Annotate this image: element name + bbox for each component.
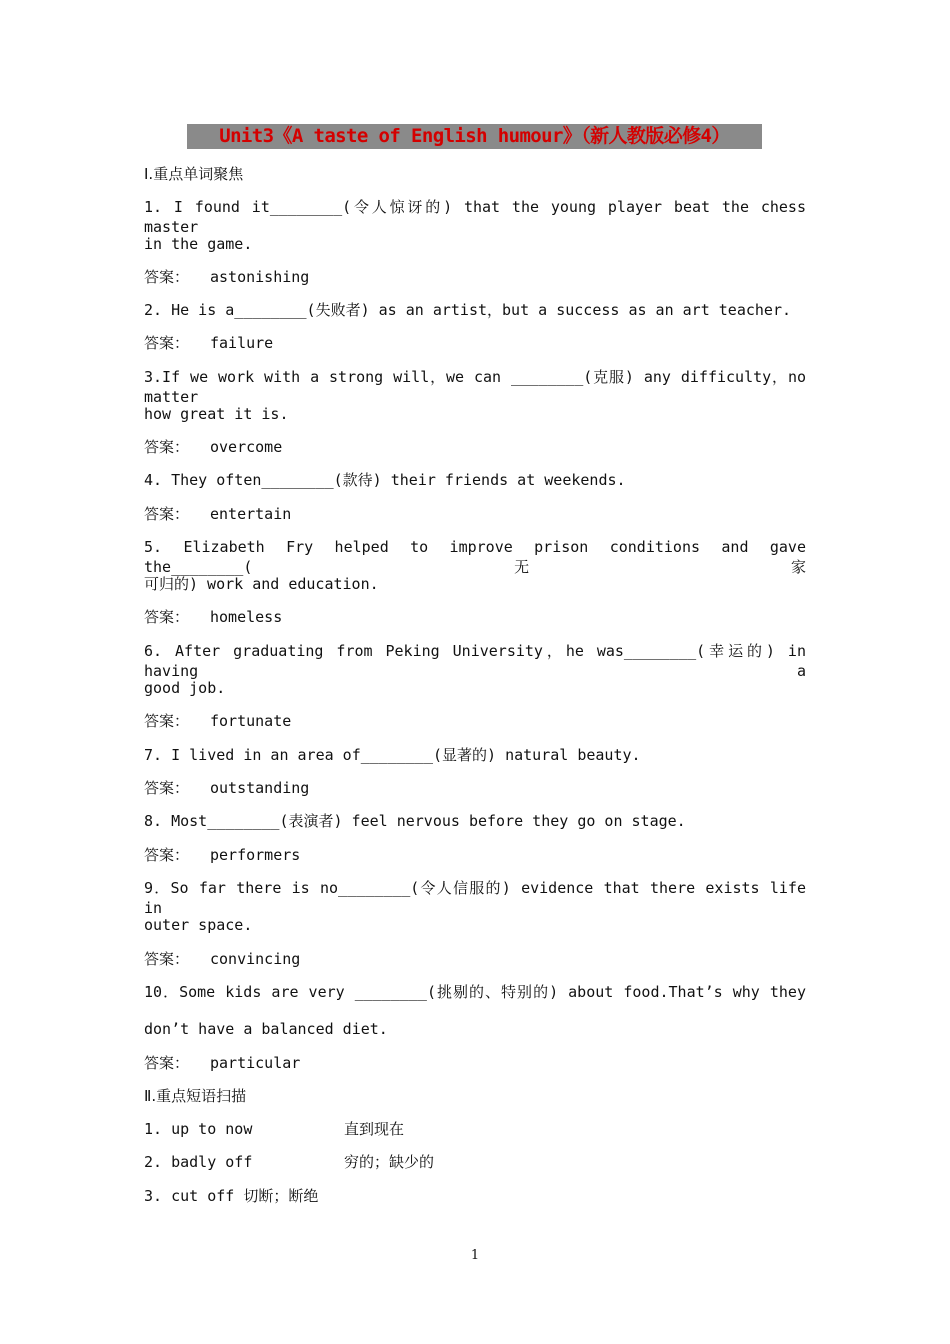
phrase-1 (144, 1119, 806, 1139)
answer-value: performers (210, 846, 301, 864)
answer-6 (144, 711, 806, 731)
answer-9 (144, 949, 806, 969)
answer-value: outstanding (210, 779, 310, 797)
answer-10 (144, 1053, 806, 1073)
phrase-3: 3. cut off 切断；断绝 (144, 1187, 319, 1205)
answer-label: 答案： (144, 712, 190, 730)
question-2: 2. He is a________(失败者) as an artist，but a success as an art teacher. (144, 301, 791, 319)
answer-label: 答案： (144, 608, 190, 626)
answer-7 (144, 778, 806, 798)
question-7: 7. I lived in an area of________(显著的) natural beauty. (144, 746, 641, 764)
section-heading-phrases: Ⅱ.重点短语扫描 (144, 1087, 247, 1105)
answer-label: 答案： (144, 779, 190, 797)
answer-label: 答案： (144, 950, 190, 968)
answer-label: 答案： (144, 438, 190, 456)
answer-value: astonishing (210, 268, 310, 286)
answer-label: 答案： (144, 334, 190, 352)
answer-value: failure (210, 334, 274, 352)
phrase-chinese: 穷的；缺少的 (344, 1153, 435, 1171)
answer-2 (144, 333, 806, 353)
page-number: 1 (470, 1248, 480, 1263)
answer-value: fortunate (210, 712, 292, 730)
answer-label: 答案： (144, 846, 190, 864)
question-10: 10．Some kids are very ________(挑剔的、特别的) about food.That’s why they (144, 983, 806, 1001)
question-3-cont: how great it is. (144, 405, 289, 423)
answer-value: entertain (210, 505, 292, 523)
question-5-cont: 可归的) work and education. (144, 575, 379, 593)
question-10-cont: don’t have a balanced diet. (144, 1020, 388, 1038)
question-6-cont: good job. (144, 679, 226, 697)
phrase-english: 1. up to now (144, 1120, 253, 1138)
phrase-2 (144, 1152, 806, 1172)
answer-value: particular (210, 1054, 301, 1072)
answer-value: overcome (210, 438, 283, 456)
answer-1 (144, 267, 806, 287)
answer-label: 答案： (144, 505, 190, 523)
answer-label: 答案： (144, 1054, 190, 1072)
question-9: 9．So far there is no________(令人信服的) evidence that there exists life in (144, 879, 806, 917)
question-1: 1. I found it________(令人惊讶的) that the young player beat the chess master (144, 198, 806, 236)
phrase-english: 2. badly off (144, 1153, 253, 1171)
answer-8 (144, 845, 806, 865)
phrase-chinese: 直到现在 (344, 1120, 405, 1138)
answer-value: homeless (210, 608, 283, 626)
answer-5 (144, 607, 806, 627)
question-5: 5. Elizabeth Fry helped to improve prison conditions and gave the________(无家 (144, 538, 806, 576)
document-title: Unit3《A taste of English humour》（新人教版必修4） (187, 124, 762, 149)
question-4: 4. They often________(款待) their friends at weekends. (144, 471, 626, 489)
question-3: 3.If we work with a strong will，we can ________(克服) any difficulty，no matter (144, 368, 806, 406)
answer-label: 答案： (144, 268, 190, 286)
question-6: 6. After graduating from Peking University，he was________(幸运的) in having a (144, 642, 806, 680)
section-heading-words: Ⅰ.重点单词聚焦 (144, 165, 244, 183)
answer-4 (144, 504, 806, 524)
answer-3 (144, 437, 806, 457)
answer-value: convincing (210, 950, 301, 968)
question-9-cont: outer space. (144, 916, 253, 934)
question-8: 8. Most________(表演者) feel nervous before they go on stage. (144, 812, 686, 830)
question-1-cont: in the game. (144, 235, 253, 253)
